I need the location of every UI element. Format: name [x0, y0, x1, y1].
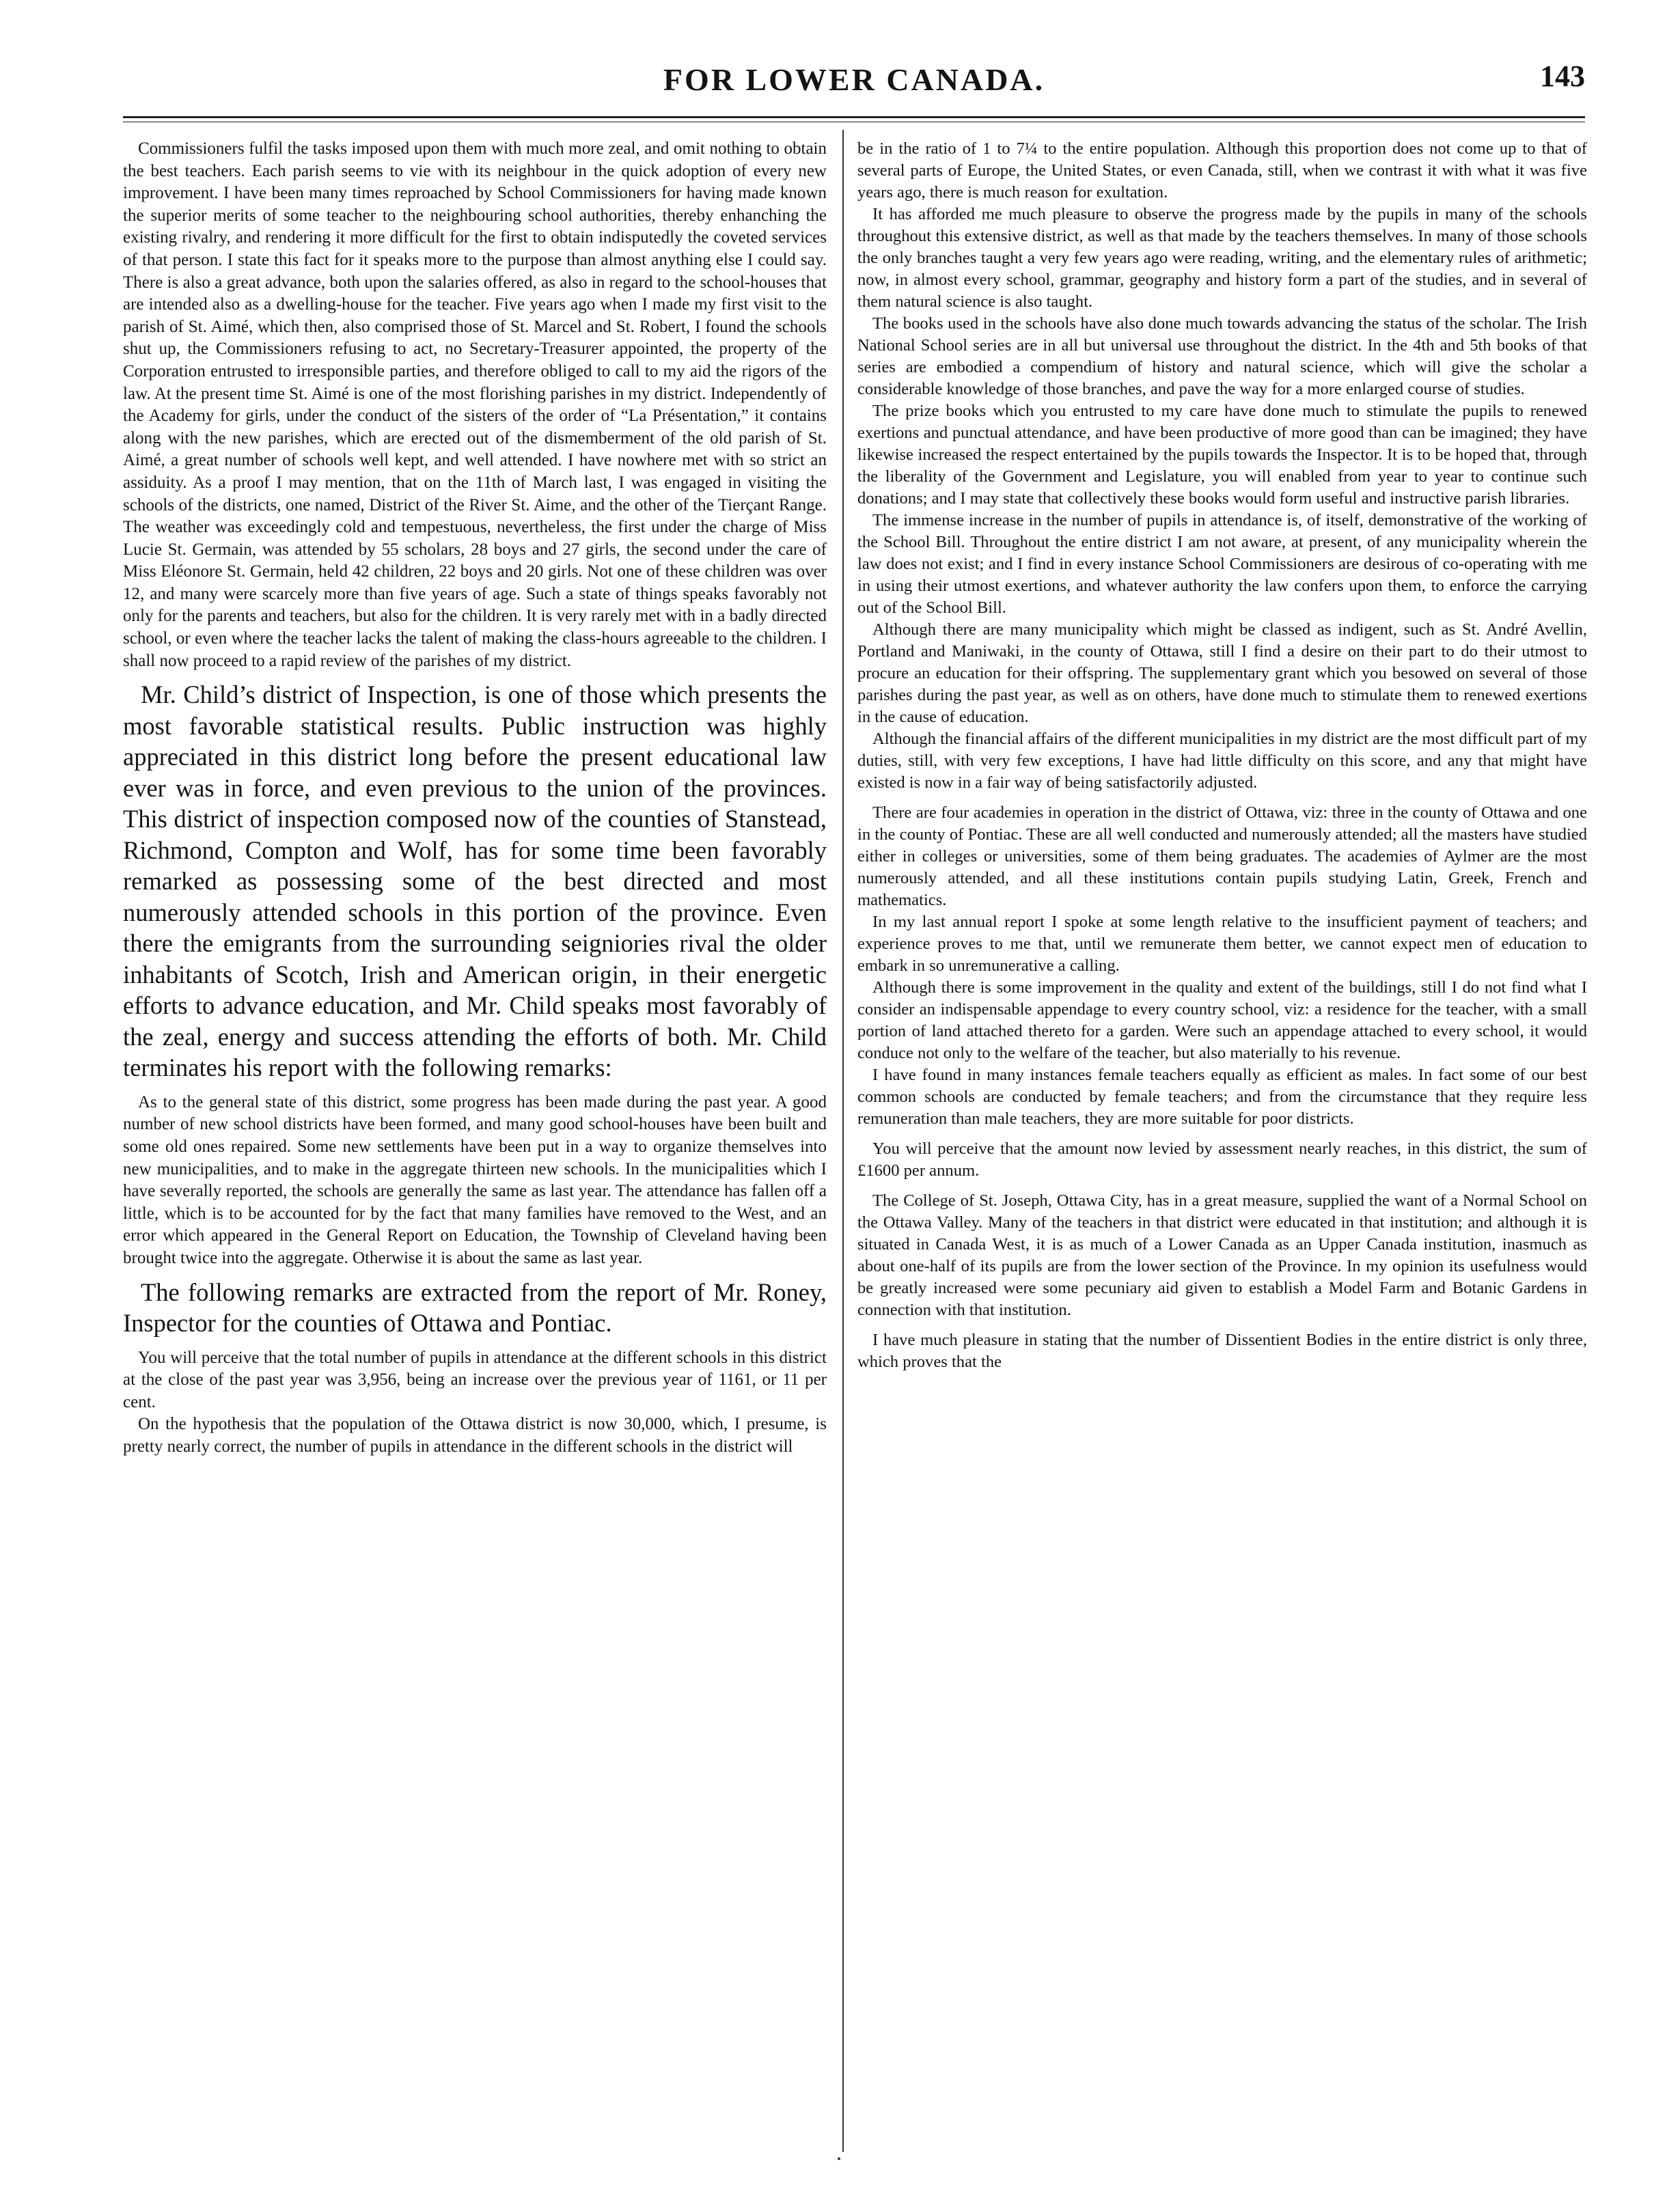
right-paragraph-10: Although there is some improvement in the quality and extent of the buildings, still I do not find what I consider an indispensable appendage to every country school, viz: a residence for the teacher, with a small portion of land attached thereto for a garden. Were such an appendage attached to every school, it would conduce not only to the welfare of the teacher, but also materially to his revenue.	[857, 978, 1587, 1062]
left-paragraph-5: You will perceive that the total number of pupils in attendance at the different schools in this district at the close of the past year was 3,956, being an increase over the previous year of 1161, or 11 per cent.	[123, 1348, 827, 1411]
left-paragraph-6: On the hypothesis that the population of the Ottawa district is now 30,000, which, I presume, is pretty nearly correct, the number of pupils in attendance in the different schools in the district will	[123, 1415, 827, 1456]
column-divider	[842, 130, 844, 2152]
right-paragraph-9: In my last annual report I spoke at some length relative to the insufficient payment of teachers; and experience proves to me that, until we remunerate them better, we cannot expect men of education to embark in so unremunerative a calling.	[857, 913, 1587, 975]
right-paragraph-6: Although there are many municipality which might be classed as indigent, such as St. André Avellin, Portland and Maniwaki, in the county of Ottawa, still I find a desire on their part to do their utmost to procure an education for their offspring. The supplementary grant which you besowed on several of those parishes during the past year, as well as on others, have done much to stimulate them to renewed exertions in the cause of education.	[857, 620, 1587, 726]
right-paragraph-3: The books used in the schools have also done much towards advancing the status of the scholar. The Irish National School series are in all but universal use throughout the district. In the 4th and 5th books of that series are embodied a compendium of history and natural science, which will give the scholar a considerable knowledge of those branches, and pave the way for a more enlarged course of studies.	[857, 314, 1587, 398]
running-head	[123, 56, 1585, 104]
left-column	[123, 138, 827, 1458]
header-rule	[123, 116, 1585, 118]
running-title: FOR LOWER CANADA.	[663, 62, 1045, 97]
left-paragraph-2: Mr. Child’s district of Inspection, is one of those which presents the most favorable statistical results. Public instruction was highly appreciated in this district long before the present educational law ever was in force, and even previous to the union of the provinces. This district of inspection composed now of the counties of Stanstead, Richmond, Compton and Wolf, has for some time been favorably remarked as possessing some of the best directed and most numerously attended schools in this portion of the province. Even there the emigrants from the surrounding seigniories rival the older inhabitants of Scotch, Irish and American origin, in their energetic efforts to advance education, and Mr. Child speaks most favorably of the zeal, energy and success attending the efforts of both. Mr. Child terminates his report with the following remarks:	[123, 680, 827, 1082]
right-paragraph-12: You will perceive that the amount now levied by assessment nearly reaches, in this district, the sum of £1600 per annum.	[857, 1139, 1587, 1180]
right-paragraph-13: The College of St. Joseph, Ottawa City, has in a great measure, supplied the want of a Normal School on the Ottawa Valley. Many of the teachers in that district were educated in that institution; and although it is situated in Canada West, it is as much of a Lower Canada as an Upper Canada institution, inasmuch as about one-half of its pupils are from the lower section of the Province. In my opinion its usefulness would be greatly increased were some pecuniary aid given to establish a Model Farm and Botanic Gardens in connection with that institution.	[857, 1191, 1587, 1319]
right-paragraph-11: I have found in many instances female teachers equally as efficient as males. In fact some of our best common schools are conducted by female teachers; and from the circumstance that they require less remuneration than male teachers, they are more suitable for poor districts.	[857, 1066, 1587, 1128]
right-paragraph-14: I have much pleasure in stating that the number of Dissentient Bodies in the entire district is only three, which proves that the	[857, 1331, 1587, 1371]
page-number: 143	[1540, 59, 1585, 93]
right-paragraph-2: It has afforded me much pleasure to observe the progress made by the pupils in many of the schools throughout this extensive district, as well as that made by the teachers themselves. In many of those schools the only branches taught a very few years ago were reading, writing, and the elementary rules of arithmetic; now, in almost every school, grammar, geography and history form a part of the studies, and in several of them natural science is also taught.	[857, 205, 1587, 311]
right-paragraph-5: The immense increase in the number of pupils in attendance is, of itself, demonstrative of the working of the School Bill. Throughout the entire district I am not aware, at present, of any municipality wherein the law does not exist; and I find in every instance School Commissioners are desirous of co-operating with me in using their utmost exertions, and whatever authority the law confers upon them, to enforce the carrying out of the School Bill.	[857, 511, 1587, 617]
right-column	[857, 138, 1587, 1373]
right-paragraph-4: The prize books which you entrusted to my care have done much to stimulate the pupils to renewed exertions and punctual attendance, and have been productive of more good than can be imagined; they have likewise increased the respect entertained by the pupils towards the Inspector. It is to be hoped that, through the liberality of the Government and Legislature, you will enabled from year to year to continue such donations; and I may state that collectively these books would form useful and instructive parish libraries.	[857, 402, 1587, 508]
left-paragraph-4: The following remarks are extracted from the report of Mr. Roney, Inspector for the counties of Ottawa and Pontiac.	[123, 1277, 827, 1337]
right-paragraph-8: There are four academies in operation in the district of Ottawa, viz: three in the county of Ottawa and one in the county of Pontiac. These are all well conducted and numerously attended; all the masters have studied either in colleges or universities, some of them being graduates. The academies of Aylmer are the most numerously attended, and all these institutions contain pupils studying Latin, Greek, French and mathematics.	[857, 803, 1587, 909]
right-paragraph-7: Although the financial affairs of the different municipalities in my district are the most difficult part of my duties, still, with very few exceptions, I have had little difficulty on this score, and any that might have existed is now in a fair way of being satisfactorily adjusted.	[857, 730, 1587, 792]
bottom-dot	[838, 2157, 840, 2160]
right-paragraph-1: be in the ratio of 1 to 7¼ to the entire population. Although this proportion does not come up to that of several parts of Europe, the United States, or even Canada, still, when we contrast it with what it was five years ago, there is much reason for exultation.	[857, 139, 1587, 202]
left-paragraph-3: As to the general state of this district, some progress has been made during the past year. A good number of new school districts have been formed, and many good school-houses have been built and some old ones repaired. Some new settlements have been put in a way to organize themselves into new municipalities, and to make in the aggregate thirteen new schools. In the municipalities which I have severally reported, the schools are generally the same as last year. The attendance has fallen off a little, which is to be accounted for by the fact that many families have removed to the West, and an error which appeared in the General Report on Education, the Township of Cleveland having been brought twice into the aggregate. Otherwise it is about the same as last year.	[123, 1092, 827, 1267]
left-paragraph-1: Commissioners fulfil the tasks imposed upon them with much more zeal, and omit nothing to obtain the best teachers. Each parish seems to vie with its neighbour in the quick adoption of every new improvement. I have been many times reproached by School Commissioners for having made known the superior merits of some teacher to the neighbouring school authorities, thereby enhanching the existing rivalry, and rendering it more difficult for the first to obtain indisputedly the coveted services of that person. I state this fact for it speaks more to the purpose than almost anything else I could say. There is also a great advance, both upon the salaries offered, as also in regard to the school-houses that are intended also as a dwelling-house for the teacher. Five years ago when I made my first visit to the parish of St. Aimé, which then, also comprised those of St. Marcel and St. Robert, I found the schools shut up, the Commissioners refusing to act, no Secretary-Treasurer appointed, the property of the Corporation entrusted to irresponsible parties, and therefore obliged to call to my aid the rigors of the law. At the present time St. Aimé is one of the most florishing parishes in my district. Independently of the Academy for girls, under the conduct of the sisters of the order of “La Présentation,” it contains along with the new parishes, which are erected out of the dismemberment of the old parish of St. Aimé, a great number of schools well kept, and well attended. I have nowhere met with so strict an assiduity. As a proof I may mention, that on the 11th of March last, I was engaged in visiting the schools of the districts, one named, District of the River St. Aime, and the other of the Tierçant Range. The weather was exceedingly cold and tempestuous, nevertheless, the first under the charge of Miss Lucie St. Germain, was attended by 55 scholars, 28 boys and 27 girls, the second under the care of Miss Eléonore St. Germain, held 42 children, 22 boys and 20 girls. Not one of these children was over 12, and many were scarcely more than five years of age. Such a state of things speaks favorably not only for the parents and teachers, but also for the children. It is very rarely met with in a badly directed school, or even where the teacher lacks the talent of making the class-hours agreeable to the children. I shall now proceed to a rapid review of the parishes of my district.	[123, 139, 827, 670]
